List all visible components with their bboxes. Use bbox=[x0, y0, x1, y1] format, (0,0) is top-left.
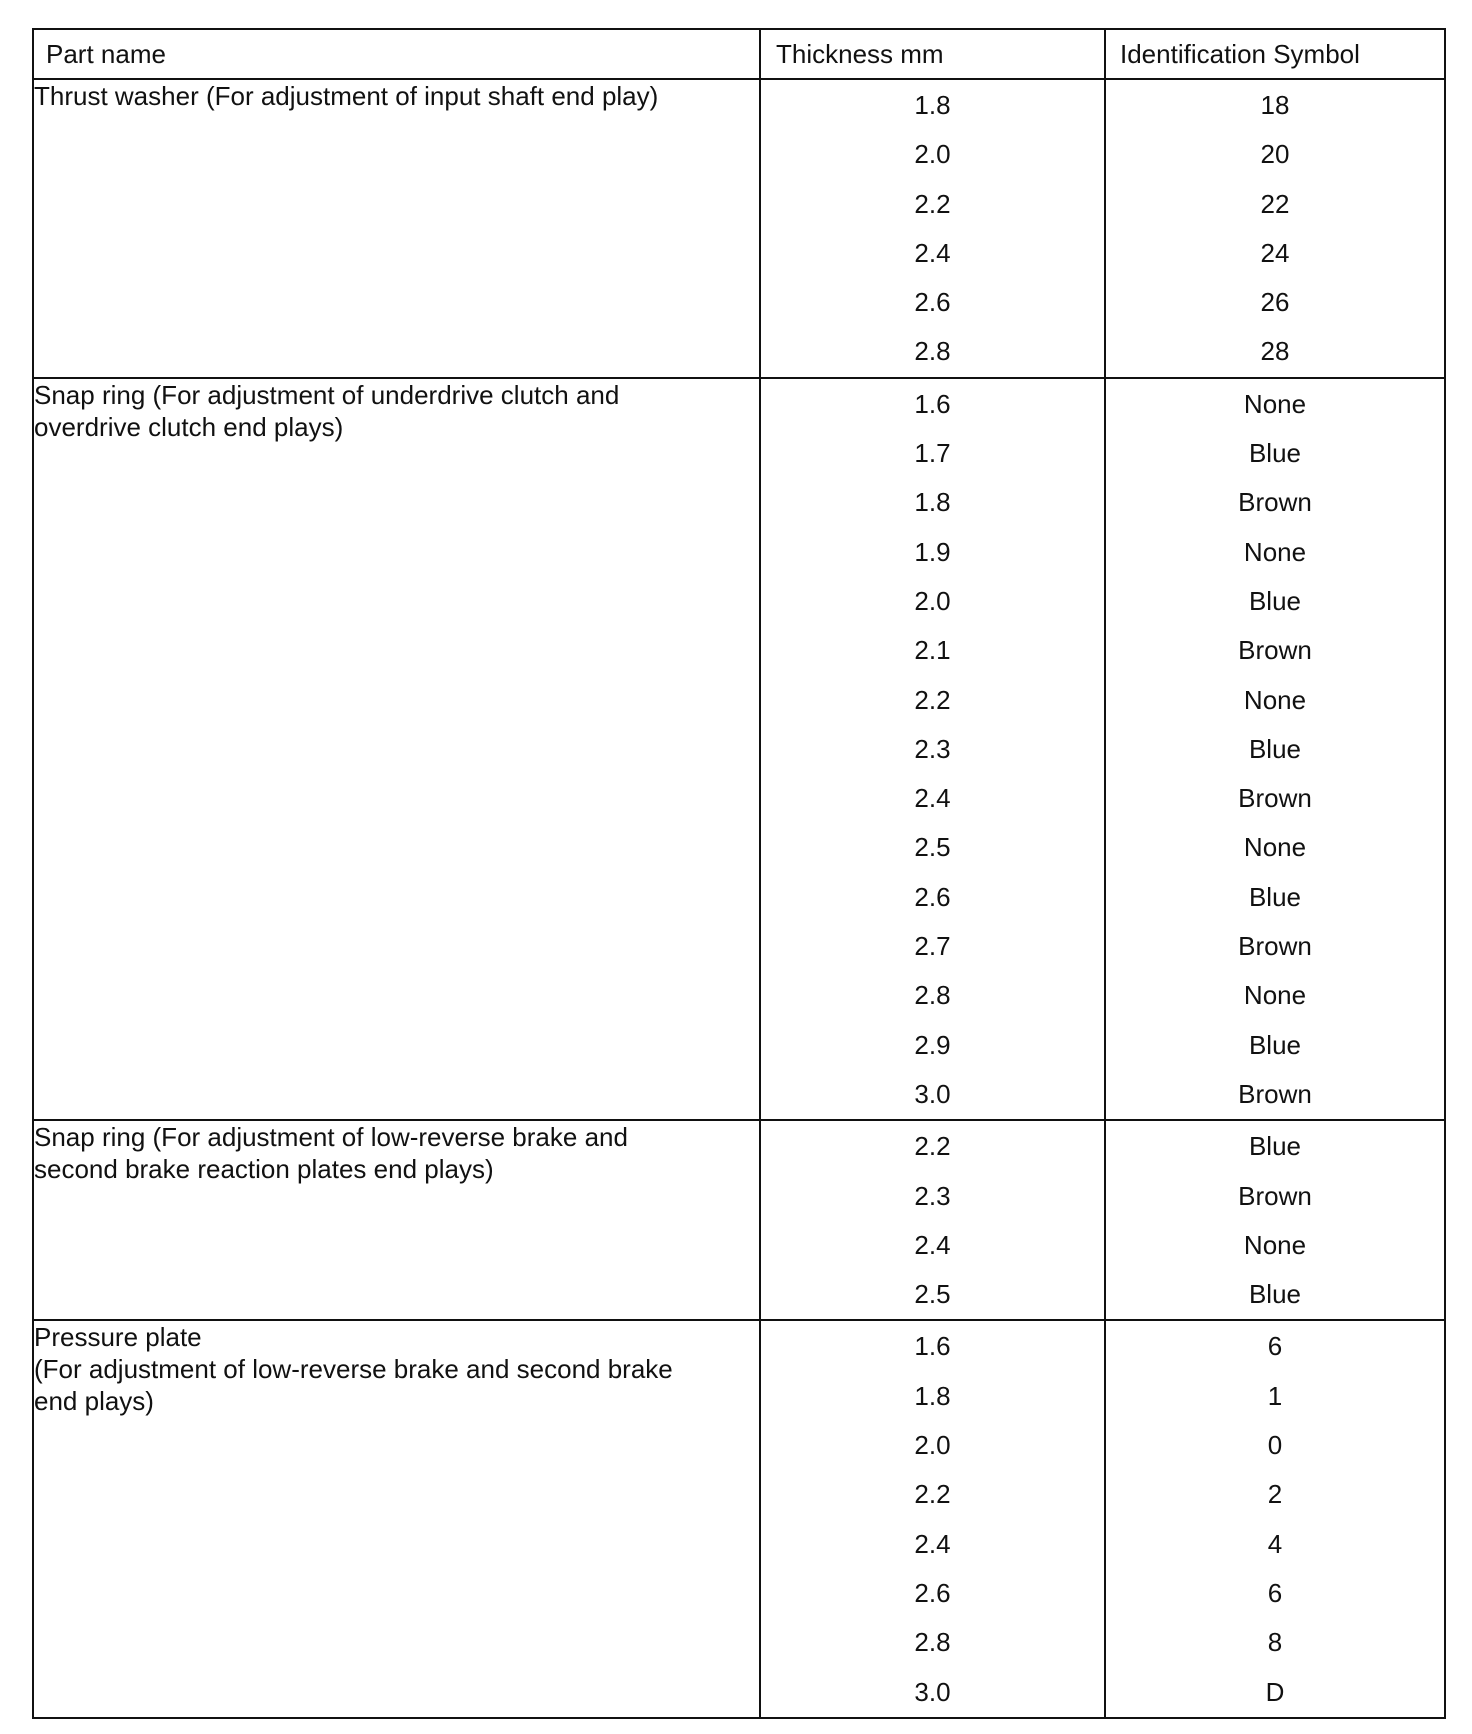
thickness-value: 2.7 bbox=[914, 931, 951, 962]
identification-symbol-value: 18 bbox=[1260, 90, 1290, 120]
thickness-value: 1.6 bbox=[914, 388, 951, 419]
identification-symbol-value: Blue bbox=[1248, 1279, 1302, 1310]
part-name-cell bbox=[33, 1320, 760, 1717]
thickness-value: 2.4 bbox=[914, 237, 951, 268]
table-row bbox=[33, 1320, 1445, 1717]
thickness-cell bbox=[760, 79, 1105, 378]
identification-symbol-value: 2 bbox=[1267, 1479, 1283, 1510]
identification-symbol-value: Blue bbox=[1248, 881, 1302, 912]
thickness-value: 1.8 bbox=[914, 90, 951, 120]
thickness-value: 3.0 bbox=[914, 1078, 951, 1109]
header-identification-symbol: Identification Symbol bbox=[1105, 29, 1445, 79]
thickness-value: 2.6 bbox=[914, 881, 951, 912]
identification-symbol-value: Brown bbox=[1238, 635, 1312, 666]
header-thickness: Thickness mm bbox=[760, 29, 1105, 79]
identification-symbol-value: 4 bbox=[1267, 1528, 1283, 1559]
identification-symbol-cell bbox=[1105, 79, 1445, 378]
thickness-value: 1.8 bbox=[914, 1380, 951, 1411]
identification-symbol-value: Brown bbox=[1238, 1078, 1312, 1109]
identification-symbol-value: 6 bbox=[1267, 1577, 1283, 1608]
identification-symbol-value: Blue bbox=[1248, 438, 1302, 469]
thickness-value: 2.2 bbox=[914, 1131, 951, 1162]
thickness-value: 2.9 bbox=[914, 1029, 951, 1060]
identification-symbol-value: None bbox=[1243, 1229, 1307, 1260]
identification-symbol-value: Brown bbox=[1238, 487, 1312, 518]
identification-symbol-value: None bbox=[1243, 388, 1307, 419]
thickness-value: 2.1 bbox=[914, 635, 951, 666]
identification-symbol-value: Blue bbox=[1248, 585, 1302, 616]
part-name-cell bbox=[33, 378, 760, 1120]
identification-symbol-value: Blue bbox=[1248, 1029, 1302, 1060]
thickness-value: 3.0 bbox=[914, 1676, 951, 1707]
thickness-value: 1.6 bbox=[914, 1331, 951, 1362]
identification-symbol-value: 0 bbox=[1267, 1430, 1283, 1461]
identification-symbol-value: None bbox=[1243, 684, 1307, 715]
part-name-line: Pressure plate bbox=[34, 1322, 202, 1353]
parts-spec-table bbox=[32, 28, 1446, 1719]
thickness-value: 2.8 bbox=[914, 1627, 951, 1658]
identification-symbol-value: 1 bbox=[1267, 1380, 1283, 1411]
part-name-line: Thrust washer (For adjustment of input shaft end play) bbox=[34, 81, 659, 111]
identification-symbol-value: None bbox=[1243, 980, 1307, 1011]
identification-symbol-value: 24 bbox=[1260, 237, 1290, 268]
thickness-value: 2.0 bbox=[914, 139, 951, 170]
header-row bbox=[33, 29, 1445, 79]
identification-symbol-value: 26 bbox=[1260, 287, 1290, 318]
thickness-value: 2.8 bbox=[914, 980, 951, 1011]
thickness-cell bbox=[760, 1120, 1105, 1320]
thickness-value: 2.2 bbox=[914, 188, 951, 219]
thickness-value: 2.4 bbox=[914, 1528, 951, 1559]
thickness-value: 2.2 bbox=[914, 1479, 951, 1510]
identification-symbol-value: D bbox=[1265, 1676, 1285, 1707]
part-name-line: Snap ring (For adjustment of low-reverse brake and bbox=[34, 1122, 628, 1153]
table-row bbox=[33, 378, 1445, 1120]
header-part-name: Part name bbox=[33, 29, 760, 79]
thickness-value: 2.8 bbox=[914, 336, 951, 367]
part-name-cell bbox=[33, 79, 760, 378]
identification-symbol-value: 20 bbox=[1260, 139, 1290, 170]
identification-symbol-value: None bbox=[1243, 832, 1307, 863]
thickness-value: 1.8 bbox=[914, 487, 951, 518]
part-name-line: overdrive clutch end plays) bbox=[34, 411, 344, 442]
table-header bbox=[33, 29, 1445, 79]
identification-symbol-value: None bbox=[1243, 536, 1307, 567]
thickness-value: 2.6 bbox=[914, 287, 951, 318]
identification-symbol-value: Blue bbox=[1248, 733, 1302, 764]
thickness-value: 1.7 bbox=[914, 438, 951, 469]
thickness-value: 2.3 bbox=[914, 733, 951, 764]
part-name-line: Snap ring (For adjustment of underdrive clutch and bbox=[34, 379, 620, 410]
thickness-value: 2.5 bbox=[914, 832, 951, 863]
thickness-value: 2.0 bbox=[914, 585, 951, 616]
identification-symbol-value: 6 bbox=[1267, 1331, 1283, 1362]
identification-symbol-cell bbox=[1105, 1120, 1445, 1320]
thickness-value: 2.2 bbox=[914, 684, 951, 715]
identification-symbol-value: 28 bbox=[1260, 336, 1290, 367]
thickness-value: 2.4 bbox=[914, 783, 951, 814]
identification-symbol-value: 8 bbox=[1267, 1627, 1283, 1658]
thickness-cell bbox=[760, 1320, 1105, 1717]
identification-symbol-value: Brown bbox=[1238, 931, 1312, 962]
identification-symbol-value: Brown bbox=[1238, 1180, 1312, 1211]
identification-symbol-value: Brown bbox=[1238, 783, 1312, 814]
part-name-line: end plays) bbox=[34, 1386, 154, 1417]
part-name-line: (For adjustment of low-reverse brake and second brake bbox=[34, 1354, 673, 1385]
identification-symbol-cell bbox=[1105, 1320, 1445, 1717]
thickness-value: 2.4 bbox=[914, 1229, 951, 1260]
thickness-cell bbox=[760, 378, 1105, 1120]
thickness-value: 2.0 bbox=[914, 1430, 951, 1461]
thickness-value: 2.5 bbox=[914, 1279, 951, 1310]
table-row bbox=[33, 1120, 1445, 1320]
part-name-line: second brake reaction plates end plays) bbox=[34, 1154, 494, 1185]
table-row bbox=[33, 79, 1445, 378]
thickness-value: 2.3 bbox=[914, 1180, 951, 1211]
thickness-value: 2.6 bbox=[914, 1577, 951, 1608]
table-body bbox=[33, 79, 1445, 1718]
thickness-value: 1.9 bbox=[914, 536, 951, 567]
identification-symbol-cell bbox=[1105, 378, 1445, 1120]
identification-symbol-value: 22 bbox=[1260, 188, 1290, 219]
identification-symbol-value: Blue bbox=[1248, 1131, 1302, 1162]
part-name-cell bbox=[33, 1120, 760, 1320]
